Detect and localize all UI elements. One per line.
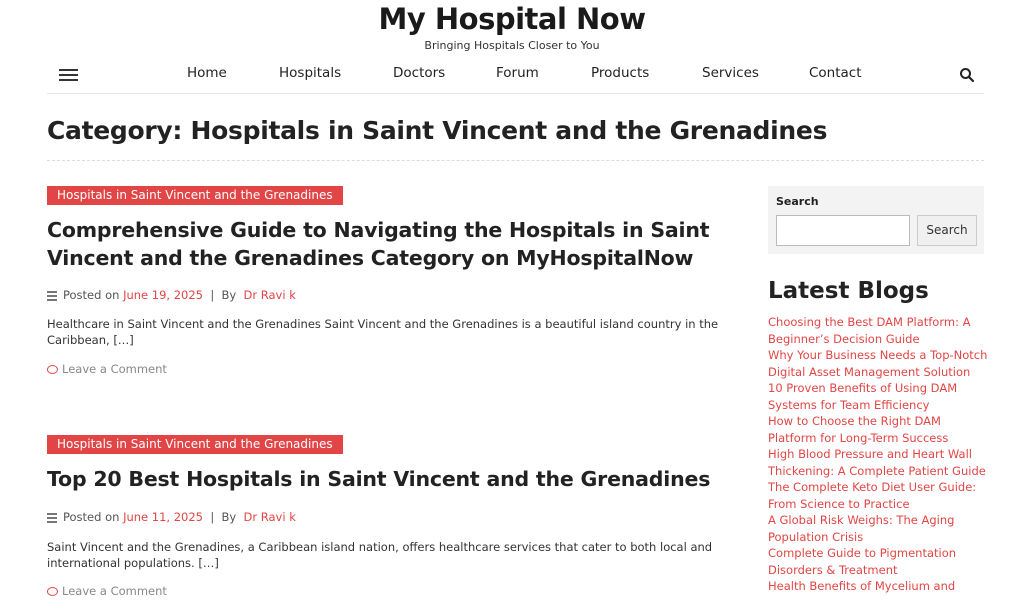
blog-link[interactable]: How to Choose the Right DAM Platform for Long-Term Success — [768, 414, 949, 445]
nav-item-doctors[interactable]: Doctors — [393, 65, 446, 81]
nav-item-contact[interactable]: Contact — [809, 65, 862, 81]
blog-link[interactable]: Why Your Business Needs a Top-Notch Digital Asset Management Solution — [768, 348, 988, 379]
site-title[interactable]: My Hospital Now — [378, 2, 646, 36]
blog-link[interactable]: Choosing the Best DAM Platform: A Beginner’s Decision Guide — [768, 315, 971, 346]
post-excerpt: Healthcare in Saint Vincent and the Grenadines Saint Vincent and the Grenadines is a beautiful island country in the Caribbean, […] — [47, 317, 719, 347]
hamburger-menu-icon[interactable] — [59, 68, 79, 82]
blog-link[interactable]: 10 Proven Benefits of Using DAM Systems for Team Efficiency — [768, 381, 958, 412]
post-author[interactable]: Dr Ravi k — [243, 288, 296, 302]
list-icon — [47, 513, 57, 522]
posted-on-label: Posted on — [63, 288, 120, 302]
title-divider — [47, 160, 984, 161]
by-label: By — [221, 510, 237, 524]
blog-link[interactable]: A Global Risk Weighs: The Aging Population Crisis — [768, 513, 955, 544]
blog-link[interactable]: Complete Guide to Pigmentation Disorders & Treatment — [768, 546, 957, 577]
post-date[interactable]: June 11, 2025 — [123, 510, 203, 524]
post-title[interactable]: Comprehensive Guide to Navigating the Hospitals in Saint Vincent and the Grenadines Category on MyHospitalNow — [47, 218, 710, 270]
sidebar-search-widget — [768, 186, 984, 254]
post-excerpt: Saint Vincent and the Grenadines, a Caribbean island nation, offers healthcare services that cater to both local and international populations. […] — [47, 540, 713, 570]
leave-comment-link[interactable] — [47, 584, 167, 598]
comment-icon — [47, 587, 58, 596]
comment-icon — [47, 365, 58, 374]
leave-comment-label: Leave a Comment — [62, 584, 167, 598]
leave-comment-link[interactable] — [47, 362, 167, 376]
post-date[interactable]: June 19, 2025 — [123, 288, 203, 302]
blog-link[interactable]: The Complete Keto Diet User Guide: From Science to Practice — [768, 480, 977, 511]
search-input[interactable] — [776, 215, 910, 246]
page-title: Category: Hospitals in Saint Vincent and the Grenadines — [47, 116, 828, 145]
posted-on-label: Posted on — [63, 510, 120, 524]
nav-item-services[interactable]: Services — [702, 65, 759, 81]
by-label: By — [221, 288, 237, 302]
meta-separator: | — [210, 510, 215, 524]
nav-item-forum[interactable]: Forum — [496, 65, 539, 81]
category-badge[interactable]: Hospitals in Saint Vincent and the Grenadines — [47, 186, 343, 205]
list-icon — [47, 291, 57, 300]
nav-item-products[interactable]: Products — [591, 65, 650, 81]
leave-comment-label: Leave a Comment — [62, 362, 167, 376]
post-meta — [47, 510, 296, 524]
post-title[interactable]: Top 20 Best Hospitals in Saint Vincent and the Grenadines — [47, 467, 711, 491]
nav-item-hospitals[interactable]: Hospitals — [279, 65, 342, 81]
site-tagline: Bringing Hospitals Closer to You — [424, 39, 600, 52]
category-badge[interactable]: Hospitals in Saint Vincent and the Grenadines — [47, 435, 343, 454]
post-author[interactable]: Dr Ravi k — [243, 510, 296, 524]
nav-item-home[interactable]: Home — [187, 65, 227, 81]
search-icon[interactable] — [959, 67, 975, 83]
search-label: Search — [776, 195, 819, 208]
site-header — [0, 0, 1024, 56]
latest-blogs-list — [768, 314, 988, 595]
meta-separator: | — [210, 288, 215, 302]
blog-link[interactable]: Health Benefits of Mycelium and — [768, 579, 956, 593]
blog-link[interactable]: High Blood Pressure and Heart Wall Thickening: A Complete Patient Guide — [768, 447, 986, 478]
post-meta — [47, 288, 296, 302]
search-button[interactable]: Search — [917, 215, 977, 246]
main-navigation — [47, 58, 984, 94]
latest-blogs-heading: Latest Blogs — [768, 278, 929, 304]
